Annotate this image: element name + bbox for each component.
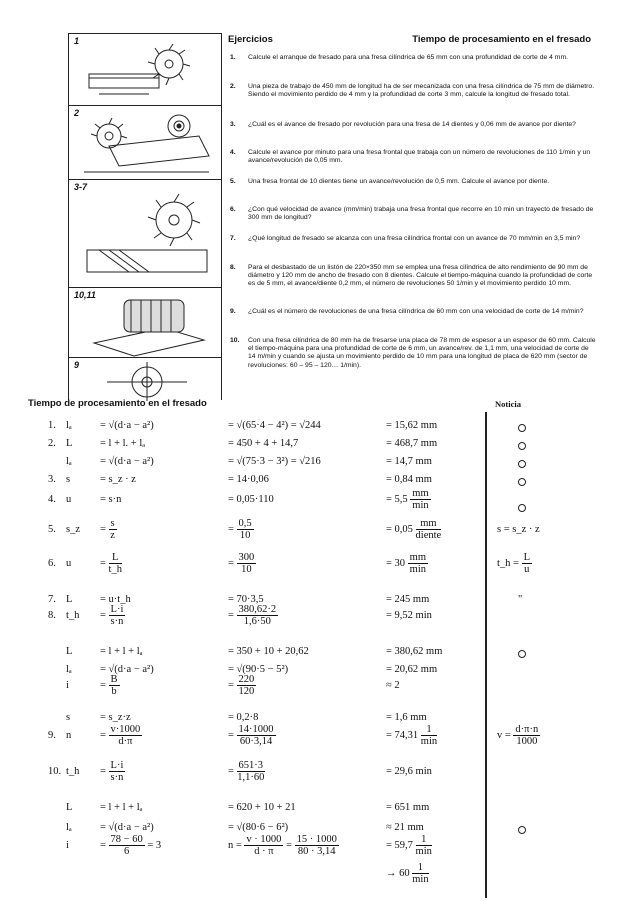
- result: [386, 456, 432, 467]
- result-text: = 15,62 mm: [386, 420, 438, 431]
- figure-1: [69, 33, 221, 106]
- note-text: ": [518, 594, 523, 605]
- note-circle-icon: [518, 460, 526, 468]
- substitution-text: = 620 + 10 + 21: [228, 802, 296, 813]
- fraction: [237, 518, 254, 541]
- result: [386, 834, 432, 857]
- step-number: 6.: [48, 558, 56, 569]
- denominator: min: [412, 874, 429, 885]
- denominator: min: [409, 564, 427, 575]
- substitution-text: = √(80·6 − 6²): [228, 822, 289, 833]
- equals: =: [228, 523, 234, 535]
- result-text: = 1,6 mm: [386, 712, 427, 723]
- fraction: [410, 488, 430, 511]
- fraction: [237, 604, 279, 627]
- variable: n: [66, 730, 72, 741]
- note: [497, 524, 540, 535]
- substitution: [228, 518, 254, 541]
- step-number: 8.: [48, 610, 56, 621]
- numerator: 1: [421, 724, 437, 736]
- formula: [100, 834, 161, 857]
- substitution: [228, 456, 321, 467]
- fraction: [295, 834, 339, 857]
- fraction: [237, 552, 257, 575]
- exercise-text: Para el desbastado de un listón de 220×350 mm se emplea una fresa cilíndrica de alto rendimiento de 90 mm de diámetro y 120 mm de ancho de fresado con 8 dientes. Calcule el tiempo-máquina cuando la profundidad de corte es de 5 mm, el avance/diente 0,2 mm, el número de revoluciones 50 1/min y el movimiento perdido 10 mm.: [248, 264, 593, 288]
- substitution-text: = 450 + 4 + 14,7: [228, 438, 299, 449]
- note-circle-icon: [518, 442, 526, 450]
- substitution: [228, 438, 298, 449]
- numerator: 380,62·2: [238, 604, 277, 615]
- result-text: = 9,52 min: [386, 610, 432, 621]
- numerator: 1: [416, 834, 432, 846]
- figures-column: [68, 33, 222, 400]
- figure-2: [69, 105, 221, 180]
- exercise-number: 2.: [230, 83, 236, 90]
- numerator: 78 − 60: [110, 834, 143, 845]
- fraction: [522, 552, 532, 575]
- exercise-text: ¿Con qué velocidad de avance (mm/min) trabaja una fresa frontal que recorre en 10 min un trayecto de fresado de 300 mm de longitud?: [248, 206, 594, 222]
- denominator: min: [420, 736, 438, 747]
- result: [386, 802, 429, 813]
- result-text: ≈ 2: [386, 680, 400, 691]
- formula-text: = u·t_h: [100, 594, 131, 605]
- numerator: 300: [238, 552, 255, 563]
- formula: [100, 724, 142, 747]
- variable: t_h: [66, 610, 80, 621]
- fraction: [109, 552, 122, 575]
- denominator: u: [524, 564, 530, 575]
- variable: lₐ: [66, 420, 72, 431]
- result-text: = 245 mm: [386, 594, 430, 605]
- fraction: [109, 724, 143, 747]
- formula-text: = √(d·a − a²): [100, 664, 154, 675]
- numerator: d·π·n: [515, 724, 539, 735]
- formula: [100, 646, 143, 657]
- exercise-number: 8.: [230, 264, 236, 271]
- variable: lₐ: [66, 456, 72, 467]
- formula: [100, 518, 117, 541]
- result-value: → 60: [386, 867, 410, 879]
- denominator: s·n: [110, 616, 124, 627]
- substitution: [228, 646, 309, 657]
- note-circle-icon: [518, 478, 526, 486]
- denominator: 10: [241, 564, 252, 575]
- result-text: = 29,6 min: [386, 766, 432, 777]
- numerator: v·1000: [110, 724, 141, 735]
- fraction: [109, 834, 145, 857]
- equals: =: [100, 765, 106, 777]
- column-divider: [485, 412, 487, 898]
- formula-text: = √(d·a − a²): [100, 822, 154, 833]
- variable: L: [66, 802, 73, 813]
- note-circle-icon: [518, 650, 526, 658]
- note-text: s = s_z · z: [497, 524, 540, 535]
- exercises-title: Ejercicios: [228, 34, 273, 45]
- equals: =: [228, 729, 234, 741]
- variable: s_z: [66, 524, 80, 535]
- step-number: 5.: [48, 524, 56, 535]
- figure-9: [69, 357, 221, 401]
- exercise-sheet: [0, 0, 636, 400]
- numerator: 1: [412, 862, 428, 874]
- fraction: [237, 724, 276, 747]
- substitution: [228, 420, 321, 431]
- substitution-text: = 0,2·8: [228, 712, 259, 723]
- result-value: = 74,31: [386, 729, 419, 741]
- step-number: 9.: [48, 730, 56, 741]
- figure-number: 1: [74, 36, 80, 46]
- substitution: [228, 802, 296, 813]
- variable: L: [66, 646, 73, 657]
- denominator: 80 · 3,14: [297, 846, 336, 857]
- numerator: 15 · 1000: [296, 834, 337, 845]
- variable: i: [66, 840, 69, 851]
- substitution-text: = √(90·5 − 5²): [228, 664, 289, 675]
- formula: [100, 494, 121, 505]
- exercise-number: 4.: [230, 149, 236, 156]
- result-value: = 30: [386, 557, 406, 569]
- fraction: [109, 518, 117, 541]
- formula: [100, 674, 120, 697]
- equals: =: [100, 729, 106, 741]
- step-number: 3.: [48, 474, 56, 485]
- exercise-text: Calcule el arranque de fresado para una fresa cilíndrica de 65 mm con una profundidad de corte de 4 mm.: [248, 54, 569, 61]
- substitution: [228, 604, 278, 627]
- substitution-text: = 14·0,06: [228, 474, 269, 485]
- result-value: = 59,7: [386, 839, 413, 851]
- formula-text: = s_z · z: [100, 474, 136, 485]
- figure-number: 9: [74, 360, 80, 370]
- denominator: 6: [124, 846, 130, 857]
- result-text: = 380,62 mm: [386, 646, 443, 657]
- result-text: = 468,7 mm: [386, 438, 438, 449]
- equals: =: [100, 609, 106, 621]
- substitution: [228, 724, 276, 747]
- exercise-text: ¿Qué longitud de fresado se alcanza con una fresa cilíndrica frontal con un avance de 70 mm/min en 3,5 min?: [248, 235, 581, 242]
- denominator: diente: [415, 530, 442, 541]
- exercise-number: 7.: [230, 235, 236, 242]
- substitution: [228, 712, 258, 723]
- fraction: [412, 862, 428, 885]
- formula-text: = l + l. + lₐ: [100, 438, 146, 449]
- variable: t_h: [66, 766, 80, 777]
- result: [386, 420, 437, 431]
- formula: [100, 802, 143, 813]
- denominator: min: [415, 846, 432, 857]
- variable: lₐ: [66, 822, 72, 833]
- formula: [100, 474, 136, 485]
- fraction: [109, 760, 126, 783]
- substitution-text: = 350 + 10 + 20,62: [228, 646, 309, 657]
- face-mill-diagram: [69, 180, 221, 288]
- substitution-text: = √(75·3 − 3²) = √216: [228, 456, 321, 467]
- fraction: [237, 674, 257, 697]
- equals: =: [228, 765, 234, 777]
- fraction: [416, 518, 442, 541]
- figure-number: 3-7: [74, 182, 88, 192]
- result: [386, 488, 431, 511]
- numerator: 220: [238, 674, 255, 685]
- result: [386, 646, 442, 657]
- formula-text: = √(d·a − a²): [100, 420, 154, 431]
- formula: [100, 456, 154, 467]
- note-circle-icon: [518, 424, 526, 432]
- exercise-text: Una pieza de trabajo de 450 mm de longitud ha de ser mecanizada con una fresa cilíndrica de 75 mm de diámetro. Siendo el movimiento perdido de 4 mm y la profundidad de corte 3 mm, calcule la longitud de fresado total.: [248, 83, 595, 99]
- result: [386, 594, 429, 605]
- substitution: [228, 494, 274, 505]
- equals: =: [228, 557, 234, 569]
- substitution: [228, 834, 339, 857]
- exercise-text: ¿Cuál es el número de revoluciones de una fresa cilíndrica de 60 mm con una velocidad de corte de 14 m/min?: [248, 308, 584, 315]
- exercise-number: 6.: [230, 206, 236, 213]
- formula: [100, 760, 125, 783]
- variable: L: [66, 594, 73, 605]
- exercise-text: ¿Cuál es el avance de fresado por revolución para una fresa de 14 dientes y 0,06 mm de avance por diente?: [248, 121, 576, 128]
- variable: lₐ: [66, 664, 72, 675]
- result: [386, 862, 429, 885]
- figure-10-11: [69, 287, 221, 358]
- formula-text: = s_z·z: [100, 712, 131, 723]
- equals: =: [100, 839, 106, 851]
- fraction: [109, 604, 126, 627]
- equals: =: [228, 679, 234, 691]
- equals: n =: [228, 839, 242, 851]
- result-inline: = 3: [147, 839, 162, 851]
- result-text: = 651 mm: [386, 802, 430, 813]
- numerator: B: [110, 674, 118, 685]
- equals: =: [228, 609, 234, 621]
- denominator: 120: [238, 686, 255, 697]
- numerator: mm: [409, 552, 427, 563]
- result-value: = 0,05: [386, 523, 413, 535]
- variable: L: [66, 438, 73, 449]
- result: [386, 518, 441, 541]
- variable: u: [66, 494, 72, 505]
- exercise-number: 9.: [230, 308, 236, 315]
- result: [386, 438, 437, 449]
- fraction: [513, 724, 540, 747]
- substitution: [228, 552, 256, 575]
- result-text: = 0,84 mm: [386, 474, 432, 485]
- equals: =: [100, 557, 106, 569]
- fraction: [244, 834, 283, 857]
- figure-3-7: [69, 179, 221, 288]
- denominator: d·π: [118, 736, 133, 747]
- denominator: b: [111, 686, 117, 697]
- substitution: [228, 760, 265, 783]
- exercises-heading: Tiempo de procesamiento en el fresado: [412, 34, 591, 45]
- variable: s: [66, 712, 71, 723]
- substitution: [228, 474, 269, 485]
- note-circle-icon: [518, 826, 526, 834]
- step-number: 7.: [48, 594, 56, 605]
- denominator: 1,1·60: [237, 772, 265, 783]
- exercise-text: Una fresa frontal de 10 dientes tiene un avance/revolución de 0,5 mm. Calcule el avance por diente.: [248, 178, 550, 185]
- substitution-text: = 0,05·110: [228, 494, 274, 505]
- fraction: [237, 760, 266, 783]
- exercise-number: 3.: [230, 121, 236, 128]
- variable: u: [66, 558, 72, 569]
- substitution: [228, 822, 288, 833]
- result-text: = 20,62 mm: [386, 664, 438, 675]
- denominator: 60·3,14: [239, 736, 273, 747]
- result: [386, 680, 400, 691]
- result: [386, 724, 437, 747]
- solutions-title: Tiempo de procesamiento en el fresado: [28, 398, 207, 409]
- result-value: = 5,5: [386, 493, 408, 505]
- numerator: 651·3: [238, 760, 264, 771]
- fraction: [109, 674, 120, 697]
- numerator: L: [109, 552, 122, 564]
- formula: [100, 604, 125, 627]
- denominator: s·n: [110, 772, 124, 783]
- formula: [100, 552, 122, 575]
- equals: =: [286, 839, 292, 851]
- equals: =: [100, 679, 106, 691]
- exercise-number: 1.: [230, 54, 236, 61]
- result: [386, 610, 432, 621]
- figure-number: 2: [74, 108, 80, 118]
- figure-number: 10,11: [74, 290, 96, 300]
- step-number: 1.: [48, 420, 56, 431]
- exercise-number: 5.: [230, 178, 236, 185]
- note: [497, 724, 540, 747]
- result: [386, 766, 432, 777]
- numerator: mm: [412, 488, 429, 499]
- denominator: 1000: [516, 736, 538, 747]
- fraction: [416, 834, 432, 857]
- formula: [100, 712, 131, 723]
- substitution: [228, 674, 256, 697]
- substitution-text: = 70·3,5: [228, 594, 264, 605]
- variable: s: [66, 474, 71, 485]
- result: [386, 664, 437, 675]
- formula-text: = l + l + lₐ: [100, 646, 143, 657]
- result: [386, 822, 424, 833]
- result-text: = 14,7 mm: [386, 456, 432, 467]
- step-number: 4.: [48, 494, 56, 505]
- formula: [100, 420, 154, 431]
- note: [497, 552, 532, 575]
- numerator: s: [110, 518, 115, 529]
- note: [518, 594, 522, 605]
- milling-cutter-diagram-1: [69, 34, 221, 106]
- cylindrical-mill-diagram: [69, 288, 221, 358]
- result: [386, 474, 432, 485]
- cutter-circle-diagram: [69, 358, 221, 401]
- notes-column-title: Noticia: [495, 399, 521, 409]
- numerator: L: [523, 552, 531, 563]
- exercise-text: Con una fresa cilíndrica de 80 mm ha de fresarse una placa de 78 mm de espesor a un espesor de 60 mm. Calcule el tiempo-máquina para una profundidad de corte de 6 mm, un avance/rev. de 1,1 mm, una velocidad de corte de 14 m/min y cuando se ajusta un movimiento perdido de 10 mm para una longitud de placa de 620 mm (sector de revoluciones: 60 – 95 – 120… 1/min).: [248, 337, 596, 369]
- substitution-text: = √(65·4 − 4²) = √244: [228, 420, 321, 431]
- formula-text: = s·n: [100, 494, 122, 505]
- note-text: v =: [497, 729, 511, 741]
- formula-text: = √(d·a − a²): [100, 456, 154, 467]
- result: [386, 552, 428, 575]
- formula: [100, 822, 154, 833]
- formula: [100, 438, 145, 449]
- variable: i: [66, 680, 69, 691]
- milling-cutter-diagram-2: [69, 106, 221, 180]
- result: [386, 712, 427, 723]
- equals: =: [100, 523, 106, 535]
- numerator: L·i: [110, 604, 124, 615]
- numerator: mm: [416, 518, 442, 530]
- denominator: 1,6·50: [243, 616, 271, 627]
- denominator: t_h: [108, 564, 122, 575]
- exercise-number: 10.: [230, 337, 240, 344]
- numerator: v · 1000: [246, 834, 282, 845]
- step-number: 2.: [48, 438, 56, 449]
- fraction: [421, 724, 437, 747]
- note-text: t_h =: [497, 557, 519, 569]
- result-text: ≈ 21 mm: [386, 822, 424, 833]
- denominator: 10: [239, 530, 251, 541]
- note-circle-icon: [518, 504, 526, 512]
- denominator: z: [110, 530, 115, 541]
- fraction: [408, 552, 428, 575]
- numerator: L·i: [110, 760, 124, 771]
- denominator: min: [412, 500, 429, 511]
- numerator: 14·1000: [238, 724, 274, 735]
- exercise-text: Calcule el avance por minuto para una fresa frontal que trabaja con un número de revoluciones de 110 1/min y un avance/revolución de 0,05 mm.: [248, 149, 591, 165]
- step-number: 10.: [48, 766, 62, 777]
- numerator: 0,5: [238, 518, 252, 529]
- formula-text: = l + l + lₐ: [100, 802, 143, 813]
- denominator: d · π: [254, 846, 274, 857]
